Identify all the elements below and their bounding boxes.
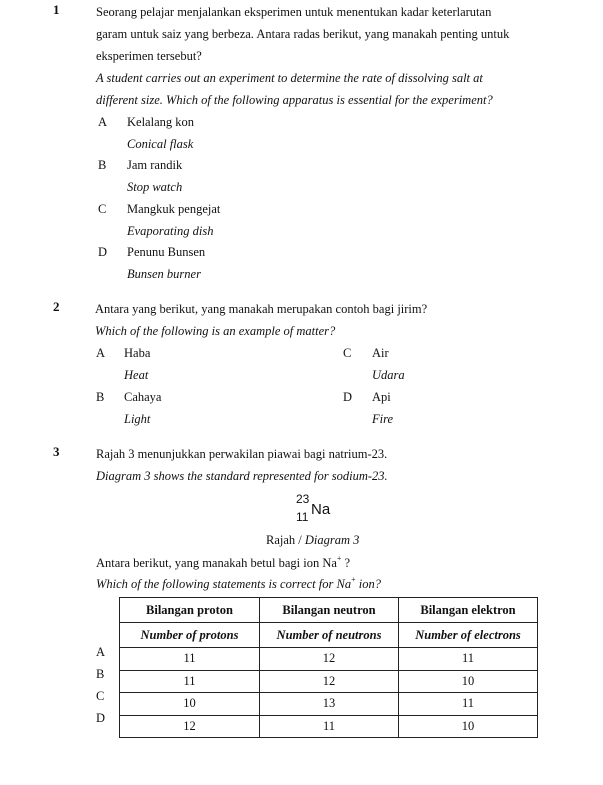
table-cell: 10 xyxy=(120,693,260,716)
diagram-caption xyxy=(266,533,359,548)
q3-statement-malay: Antara berikut, yang manakah betul bagi ion Na+ ? xyxy=(96,554,351,570)
table-header-english-row xyxy=(120,623,538,648)
table-cell: 11 xyxy=(120,670,260,693)
table-row[interactable] xyxy=(120,648,538,671)
mass-number: 23 xyxy=(296,492,310,506)
q2-option-b-malay: Cahaya xyxy=(124,390,162,404)
table-cell: 12 xyxy=(260,648,399,671)
table-cell: 11 xyxy=(399,648,538,671)
question-1-number: 1 xyxy=(53,2,60,17)
q1-option-d-malay: Penunu Bunsen xyxy=(127,245,206,259)
table-cell: 10 xyxy=(399,670,538,693)
question-2-number: 2 xyxy=(53,299,60,314)
q1-option-b-letter: B xyxy=(98,158,107,172)
table-cell: 10 xyxy=(399,715,538,738)
header-protons-english: Number of protons xyxy=(120,623,260,648)
q2-malay-text: Antara yang berikut, yang manakah merupakan contoh bagi jirim? xyxy=(95,302,428,316)
table-row[interactable] xyxy=(120,715,538,738)
table-cell: 11 xyxy=(260,715,399,738)
proton-number: 11 xyxy=(296,510,309,524)
q3-english-text: Diagram 3 shows the standard represented for sodium-23. xyxy=(96,469,388,483)
diagram-caption-malay: Rajah / xyxy=(266,533,305,547)
q1-option-c-malay: Mangkuk pengejat xyxy=(127,202,221,216)
table-cell: 12 xyxy=(120,715,260,738)
q2-option-b-letter: B xyxy=(96,390,105,404)
q1-malay-line-3: eksperimen tersebut? xyxy=(96,49,202,63)
row-label-a: A xyxy=(96,645,106,659)
row-label-d: D xyxy=(96,711,106,725)
q1-option-c-letter: C xyxy=(98,202,107,216)
q1-option-c-english: Evaporating dish xyxy=(127,224,214,238)
table-header-malay-row xyxy=(120,598,538,623)
q2-option-a-english: Heat xyxy=(124,368,149,382)
q1-option-a-letter: A xyxy=(98,115,108,129)
row-label-c: C xyxy=(96,689,105,703)
q1-english-line-2: different size. Which of the following apparatus is essential for the experiment? xyxy=(96,93,493,107)
q1-option-a-english: Conical flask xyxy=(127,137,194,151)
q2-option-b-english: Light xyxy=(124,412,151,426)
q2-option-a-malay: Haba xyxy=(124,346,151,360)
q1-option-a-malay: Kelalang kon xyxy=(127,115,194,129)
header-electrons-english: Number of electrons xyxy=(399,623,538,648)
table-row[interactable] xyxy=(120,693,538,716)
q1-english-line-1: A student carries out an experiment to determine the rate of dissolving salt at xyxy=(96,71,483,85)
table-row[interactable] xyxy=(120,670,538,693)
q1-malay-line-1: Seorang pelajar menjalankan eksperimen untuk menentukan kadar keterlarutan xyxy=(96,5,492,19)
q2-option-c-english: Udara xyxy=(372,368,405,382)
header-neutrons-english: Number of neutrons xyxy=(260,623,399,648)
header-neutrons-malay: Bilangan neutron xyxy=(260,598,399,623)
q2-option-d-letter: D xyxy=(343,390,353,404)
q1-malay-line-2: garam untuk saiz yang berbeza. Antara radas berikut, yang manakah penting untuk xyxy=(96,27,510,41)
question-3-number: 3 xyxy=(53,444,60,459)
row-label-b: B xyxy=(96,667,105,681)
answer-table xyxy=(119,597,538,738)
q3-malay-text: Rajah 3 menunjukkan perwakilan piawai bagi natrium-23. xyxy=(96,447,388,461)
diagram-caption-english: Diagram 3 xyxy=(304,533,360,547)
q1-option-d-english: Bunsen burner xyxy=(127,267,201,281)
q2-option-a-letter: A xyxy=(96,346,106,360)
q2-english-text: Which of the following is an example of matter? xyxy=(95,324,336,338)
q2-option-d-malay: Api xyxy=(372,390,391,404)
element-symbol: Na xyxy=(311,501,331,518)
q1-option-b-malay: Jam randik xyxy=(127,158,183,172)
q2-option-c-malay: Air xyxy=(372,346,389,360)
table-cell: 11 xyxy=(120,648,260,671)
header-electrons-malay: Bilangan elektron xyxy=(399,598,538,623)
table-cell: 13 xyxy=(260,693,399,716)
q3-statement-english: Which of the following statements is correct for Na+ ion? xyxy=(96,575,381,591)
table-cell: 12 xyxy=(260,670,399,693)
header-protons-malay: Bilangan proton xyxy=(120,598,260,623)
q1-option-b-english: Stop watch xyxy=(127,180,183,194)
q1-option-d-letter: D xyxy=(98,245,108,259)
q2-option-c-letter: C xyxy=(343,346,352,360)
table-cell: 11 xyxy=(399,693,538,716)
q2-option-d-english: Fire xyxy=(372,412,394,426)
